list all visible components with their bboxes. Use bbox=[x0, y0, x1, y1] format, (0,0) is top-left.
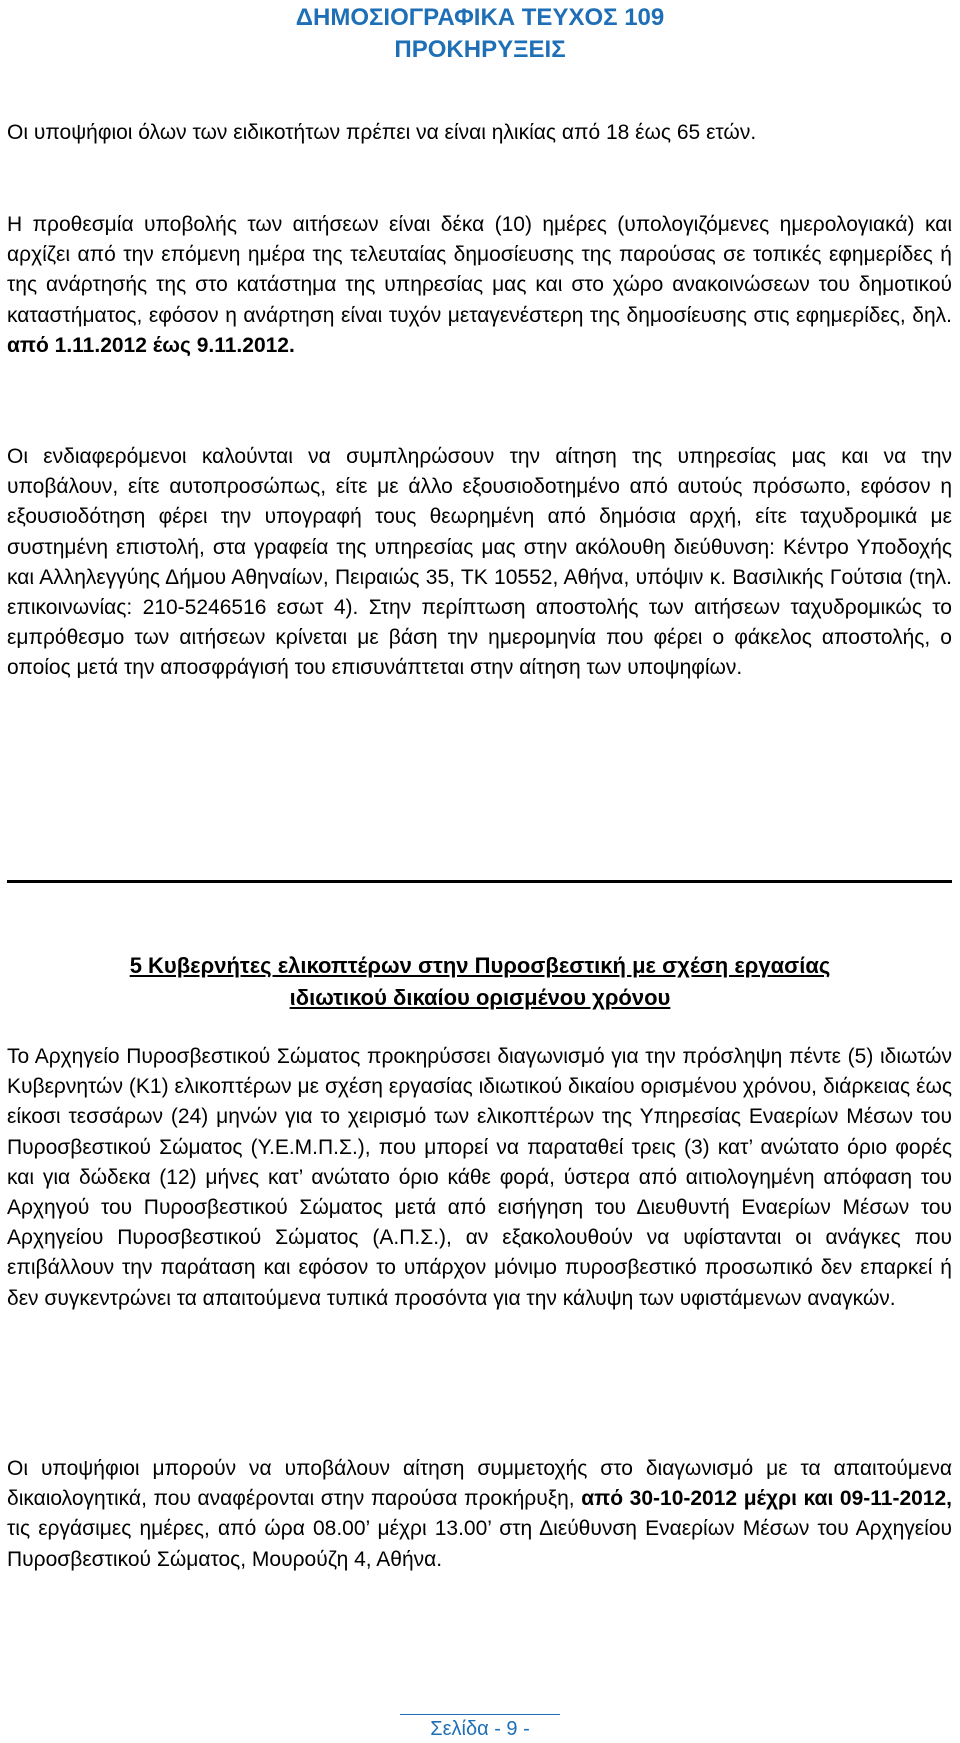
paragraph-text: Οι ενδιαφερόμενοι καλούνται να συμπληρώσουν την αίτηση της υπηρεσίας μας και να την υποβάλουν, είτε αυτοπροσώπως, είτε με άλλο εξουσιοδοτημένο από αυτούς πρόσωπο, εφόσον η εξουσιοδότηση φέρει την υπογραφή τους θεωρημένη από δημόσια αρχή, είτε ταχυδρομικά με συστημένη επιστολή, στα γραφεία της υπηρεσίας μας στην ακόλουθη διεύθυνση: Κέντρο Υποδοχής και Αλληλεγγύης Δήμου Αθηναίων, Πειραιώς 35, ΤΚ 10552, Αθήνα, υπόψιν κ. Βασιλικής Γούτσια (τηλ. επικοινωνίας: 210-5246516 εσωτ 4). Στην περίπτωση αποστολής των αιτήσεων ταχυδρομικώς το εμπρόθεσμο των αιτήσεων κρίνεται με βάση την ημερομηνία που φέρει ο φάκελος αποστολής, ο οποίος μετά την αποσφράγισή του επισυνάπτεται στην αίτηση των υποψηφίων. bbox=[7, 445, 952, 680]
application-dates: από 30-10-2012 μέχρι και 09-11-2012, bbox=[581, 1487, 952, 1511]
paragraph-text: Το Αρχηγείο Πυροσβεστικού Σώματος προκηρύσσει διαγωνισμό για την πρόσληψη πέντε (5) ιδιωτών Κυβερνητών (Κ1) ελικοπτέρων με σχέση εργασίας ιδιωτικού δικαίου ορισμένου χρόνου, διάρκειας έως είκοσι τεσσάρων (24) μηνών για το χειρισμό των ελικοπτέρων της Υπηρεσίας Εναερίων Μέσων του Πυροσβεστικού Σώματος (Υ.Ε.Μ.Π.Σ.), που μπορεί να παραταθεί τρεις (3) κατ’ ανώτατο όριο φορές και για δώδεκα (12) μήνες κατ’ ανώτατο όριο κάθε φορά, ύστερα από αιτιολογημένη απόφαση του Αρχηγού του Πυροσβεστικού Σώματος μετά από εισήγηση του Διευθυντή Εναερίων Μέσων του Αρχηγείου Πυροσβεστικού Σώματος (Α.Π.Σ.), αν εξακολουθούν να υφίστανται οι ανάγκες που επιβάλλουν την παράταση και εφόσον το υπάρχον μόνιμο πυροσβεστικό προσωπικό δεν επαρκεί ή δεν συγκεντρώνει τα απαιτούμενα τυπικά προσόντα για την κάλυψη των υφιστάμενων αναγκών. bbox=[7, 1045, 952, 1310]
paragraph-age-requirement bbox=[7, 118, 952, 148]
paragraph-text: Οι υποψήφιοι όλων των ειδικοτήτων πρέπει να είναι ηλικίας από 18 έως 65 ετών. bbox=[7, 121, 757, 144]
section-title bbox=[0, 950, 960, 1014]
page-header bbox=[0, 0, 960, 66]
page-number: Σελίδα - 9 - bbox=[430, 1718, 530, 1740]
deadline-dates: από 1.11.2012 έως 9.11.2012. bbox=[7, 333, 295, 357]
publication-title: ΔΗΜΟΣΙΟΓΡΑΦΙΚΑ ΤΕΥΧΟΣ 109 bbox=[295, 4, 665, 31]
section-title-line1: 5 Κυβερνήτες ελικοπτέρων στην Πυροσβεστική με σχέση εργασίας bbox=[129, 953, 831, 978]
section-divider bbox=[7, 880, 952, 883]
section-title-line2: ιδιωτικού δικαίου ορισμένου χρόνου bbox=[289, 985, 671, 1010]
paragraph-text: Η προθεσμία υποβολής των αιτήσεων είναι δέκα (10) ημέρες (υπολογιζόμενες ημερολογιακά) και αρχίζει από την επόμενη ημέρα της τελευταίας δημοσίευσης της παρούσας σε τοπικές εφημερίδες ή της ανάρτησής της στο κατάστημα της υπηρεσίας μας και στο χώρο ανακοινώσεων του δημοτικού καταστήματος, εφόσον η ανάρτηση είναι τυχόν μεταγενέστερη της δημοσίευσης στις εφημερίδες, δηλ. bbox=[7, 213, 952, 327]
paragraph-deadline bbox=[7, 210, 952, 361]
paragraph-submission bbox=[7, 442, 952, 684]
paragraph-application-period bbox=[7, 1454, 952, 1575]
section-category: ΠΡΟΚΗΡΥΞΕΙΣ bbox=[394, 36, 566, 63]
paragraph-text-cont: τις εργάσιμες ημέρες, από ώρα 08.00’ μέχρι 13.00’ στη Διεύθυνση Εναερίων Μέσων του Αρχηγείου Πυροσβεστικού Σώματος, Μουρούζη 4, Αθήνα. bbox=[7, 1517, 952, 1571]
footer-divider bbox=[400, 1714, 560, 1715]
paragraph-text: Οι υποψήφιοι μπορούν να υποβάλουν αίτηση συμμετοχής στο διαγωνισμό με τα απαιτούμενα δικαιολογητικά, που αναφέρονται στην παρούσα προκήρυξη, bbox=[7, 1457, 952, 1511]
paragraph-announcement bbox=[7, 1042, 952, 1314]
